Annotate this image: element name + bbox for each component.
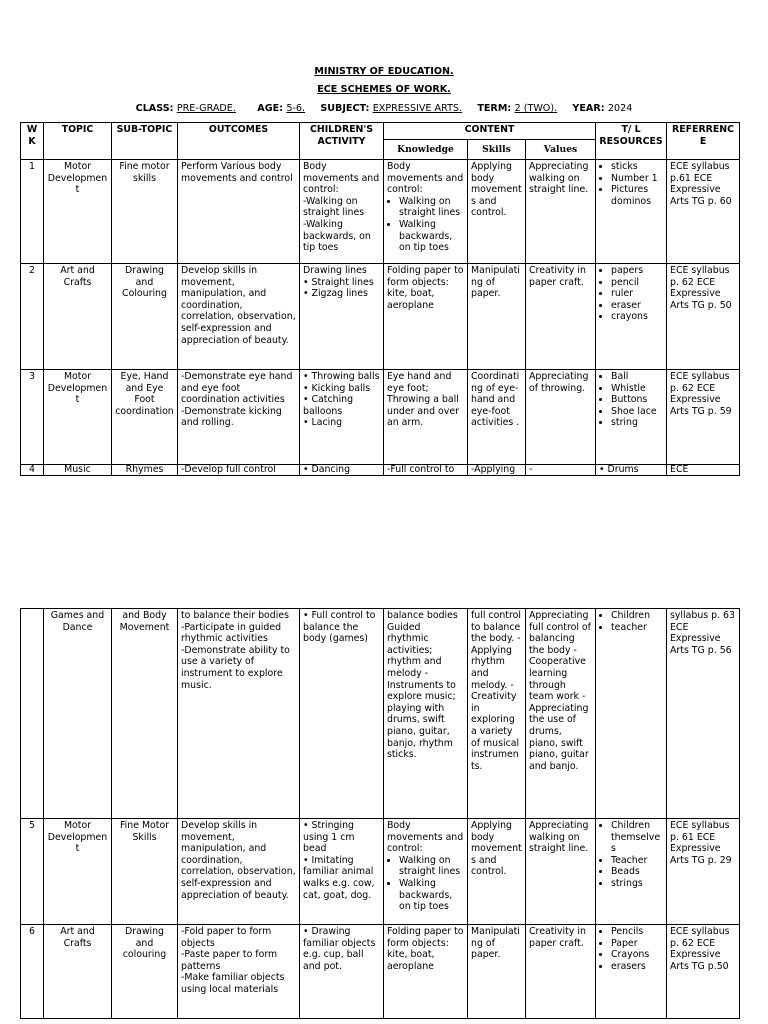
- cell-reference: ECE: [667, 465, 740, 476]
- cell-wk: 5: [21, 819, 44, 925]
- outcome-line: -Demonstrate ability to use a variety of instrument to explore music.: [181, 644, 290, 691]
- list-item: • crayons: [611, 311, 663, 323]
- list-item-text: Zigzag lines: [311, 288, 368, 300]
- outcome-line: -Participate in guided rhythmic activities: [181, 621, 282, 645]
- cell-activity: • Dancing: [300, 465, 384, 476]
- cell-wk: 1: [21, 160, 44, 264]
- cell-skills: full control to balance the body. -Applying rhythm and melody. -Creativity in exploring a variety of musical instruments.: [468, 609, 526, 819]
- cell-reference: ECE syllabus p. 61 ECE Expressive Arts TG p. 29: [667, 819, 740, 925]
- list-item-text: Straight lines: [311, 276, 374, 288]
- col-header-wk: W K: [21, 123, 44, 160]
- age-label: AGE: [257, 103, 280, 114]
- resources-list: [599, 371, 663, 429]
- list-item-text: Drawing familiar objects e.g. cup, ball and pot.: [303, 926, 376, 972]
- resources-list: [599, 161, 663, 207]
- cell-wk: 6: [21, 925, 44, 1019]
- subject-label: SUBJECT: [320, 103, 366, 114]
- cell-topic: Motor Development: [44, 819, 112, 925]
- activity-intro: Drawing lines: [303, 265, 367, 276]
- col-header-reference: REFERRENCE: [667, 123, 740, 160]
- list-item: • teacher: [611, 622, 663, 634]
- table-row: [21, 925, 740, 1019]
- list-item: • pencil: [611, 277, 663, 289]
- cell-values: -: [526, 465, 596, 476]
- list-item-text: Drums: [607, 464, 639, 475]
- resources-list: [599, 265, 663, 323]
- term-value: 2 (TWO).: [514, 103, 558, 114]
- list-item: • papers: [611, 265, 663, 277]
- cell-resources: [596, 925, 667, 1019]
- col-header-resources: T/ L RESOURCES: [596, 123, 667, 160]
- ministry-heading: MINISTRY OF EDUCATION.: [314, 66, 454, 77]
- activity-line: Body movements and control:: [303, 161, 380, 196]
- list-item: • erasers: [611, 961, 663, 973]
- list-item: • sticks: [611, 161, 663, 173]
- outcome-line: -Paste paper to form patterns: [181, 949, 278, 972]
- cell-outcomes: [178, 264, 300, 370]
- cell-knowledge: -Full control to: [384, 465, 468, 476]
- activity-line: -Walking backwards, on tip toes: [303, 218, 371, 254]
- list-item: • ruler: [611, 288, 663, 300]
- list-item: • Beads: [611, 866, 663, 878]
- cell-activity: [300, 819, 384, 925]
- outcome-line: -Demonstrate kicking and rolling.: [181, 405, 282, 429]
- year-value: 2024: [607, 103, 633, 114]
- list-item-text: Catching balloons: [303, 394, 354, 417]
- list-item-text: Full control to balance the body (games): [303, 610, 376, 645]
- cell-subtopic: Drawing and Colouring: [112, 264, 178, 370]
- year-label: YEAR: [572, 103, 601, 114]
- list-item: • Imitating familiar animal walks e.g. cow, cat, goat, dog.: [303, 854, 375, 901]
- table-row: [21, 609, 740, 819]
- cell-values: Appreciating of throwing.: [526, 370, 596, 465]
- cell-reference: ECE syllabus p. 62 ECE Expressive Arts TG p. 59: [667, 370, 740, 465]
- list-item: • Pictures dominos: [611, 184, 663, 207]
- knowledge-list: [387, 196, 464, 254]
- document-title: ECE SCHEMES OF WORK.: [317, 84, 451, 95]
- cell-values: Appreciating full control of balancing the body -Cooperative learning through team work -Appreciating the use of drums, piano, swift piano, guitar and banjo.: [526, 609, 596, 819]
- list-item: • Throwing balls: [303, 371, 380, 382]
- class-info-line: CLASS: PRE-GRADE. AGE: 5-6. SUBJECT: EXPRESSIVE ARTS. TERM: 2 (TWO). YEAR: 2024: [135, 103, 633, 114]
- outcome-line: to balance their bodies: [181, 610, 290, 621]
- cell-resources: [596, 160, 667, 264]
- list-item: • Ball: [611, 371, 663, 383]
- list-item-text: Lacing: [311, 417, 343, 429]
- outcome-line: Develop skills in movement, manipulation, and coordination, correlation, observation, self-expression and appreciation of beauty.: [181, 265, 296, 346]
- col-header-outcomes: OUTCOMES: [178, 123, 300, 160]
- cell-topic: Music: [44, 465, 112, 476]
- cell-topic: Motor Development: [44, 160, 112, 264]
- list-item: • Buttons: [611, 394, 663, 406]
- list-item: • Children: [611, 610, 663, 622]
- list-item: • Walking backwards, on tip toes: [399, 878, 464, 913]
- list-item: • Catching balloons: [303, 394, 354, 417]
- list-item: • eraser: [611, 300, 663, 312]
- list-item-text: Kicking balls: [311, 382, 371, 394]
- cell-resources: [596, 370, 667, 465]
- list-item: • Stringing using 1 cm bead: [303, 820, 355, 855]
- cell-activity: [300, 160, 384, 264]
- cell-skills: -Applying: [468, 465, 526, 476]
- cell-activity: • Full control to balance the body (games): [300, 609, 384, 819]
- cell-values: Appreciating walking on straight line.: [526, 819, 596, 925]
- list-item-text: Throwing balls: [311, 371, 380, 382]
- list-item-text: Dancing: [311, 464, 351, 475]
- list-item: • Lacing: [303, 417, 343, 429]
- cell-subtopic: Rhymes: [112, 465, 178, 476]
- cell-subtopic: Fine Motor Skills: [112, 819, 178, 925]
- cell-wk: [21, 609, 44, 819]
- knowledge-intro: Body movements and control:: [387, 161, 464, 196]
- cell-topic: Motor Development: [44, 370, 112, 465]
- col-header-topic: TOPIC: [44, 123, 112, 160]
- list-item-text: Imitating familiar animal walks e.g. cow, cat, goat, dog.: [303, 854, 375, 901]
- list-item: • Straight lines: [303, 276, 374, 288]
- col-header-activity: CHILDREN'S ACTIVITY: [300, 123, 384, 160]
- list-item: • Whistle: [611, 383, 663, 395]
- outcome-line: -Make familiar objects using local materials: [181, 972, 285, 995]
- cell-skills: Coordinating of eye-hand and eye-foot activities .: [468, 370, 526, 465]
- cell-activity: • Drawing familiar objects e.g. cup, ball and pot.: [300, 925, 384, 1019]
- scheme-table-page2: [20, 608, 740, 1019]
- cell-reference: ECE syllabus p. 62 ECE Expressive Arts TG p. 50: [667, 264, 740, 370]
- cell-activity: [300, 264, 384, 370]
- cell-resources: [596, 819, 667, 925]
- list-item: • Walking backwards, on tip toes: [399, 219, 464, 254]
- list-item: • Zigzag lines: [303, 288, 368, 300]
- cell-knowledge: [384, 160, 468, 264]
- cell-values: Appreciating walking on straight line.: [526, 160, 596, 264]
- knowledge-list: [387, 855, 464, 913]
- outcome-line: Develop skills in movement, manipulation, and coordination, correlation, observation, self-expression and appreciation of beauty.: [181, 820, 296, 901]
- list-item: • Paper: [611, 938, 663, 950]
- cell-resources: • Drums: [596, 465, 667, 476]
- list-item: • string: [611, 417, 663, 429]
- cell-resources: [596, 609, 667, 819]
- cell-outcomes: [178, 819, 300, 925]
- cell-outcomes: [178, 160, 300, 264]
- age-value: 5-6.: [286, 103, 306, 114]
- col-header-knowledge: Knowledge: [384, 140, 468, 160]
- cell-skills: Manipulating of paper.: [468, 264, 526, 370]
- cell-outcomes: [178, 370, 300, 465]
- subject-value: EXPRESSIVE ARTS.: [372, 103, 463, 114]
- cell-reference: ECE syllabus p. 62 ECE Expressive Arts TG p.50: [667, 925, 740, 1019]
- table-row: [21, 465, 740, 476]
- outcome-line: -Fold paper to form objects: [181, 926, 272, 949]
- term-label: TERM: [477, 103, 508, 114]
- cell-knowledge: Folding paper to form objects: kite, boat, aeroplane: [384, 925, 468, 1019]
- knowledge-intro: Body movements and control:: [387, 820, 464, 855]
- class-value: PRE-GRADE.: [176, 103, 236, 114]
- list-item-text: Stringing using 1 cm bead: [303, 820, 355, 855]
- list-item: • Number 1: [611, 173, 663, 185]
- list-item: • Pencils: [611, 926, 663, 938]
- table-row: [21, 160, 740, 264]
- table-row: [21, 264, 740, 370]
- cell-knowledge: Folding paper to form objects: kite, boat, aeroplane: [384, 264, 468, 370]
- cell-values: Creativity in paper craft.: [526, 925, 596, 1019]
- cell-reference: ECE syllabus p.61 ECE Expressive Arts TG p. 60: [667, 160, 740, 264]
- scheme-table-page1: [20, 122, 740, 476]
- cell-resources: [596, 264, 667, 370]
- cell-topic: Art and Crafts: [44, 925, 112, 1019]
- cell-topic: Games and Dance: [44, 609, 112, 819]
- cell-knowledge: balance bodies Guided rhythmic activities; rhythm and melody -Instruments to explore music; playing with drums, swift piano, guitar, banjo, rhythm sticks.: [384, 609, 468, 819]
- list-item: • Crayons: [611, 949, 663, 961]
- cell-wk: 2: [21, 264, 44, 370]
- activity-line: -Walking on straight lines: [303, 195, 365, 219]
- table-row: [21, 370, 740, 465]
- cell-values: Creativity in paper craft.: [526, 264, 596, 370]
- col-header-skills: Skills: [468, 140, 526, 160]
- cell-reference: syllabus p. 63 ECE Expressive Arts TG p. 56: [667, 609, 740, 819]
- col-header-content: CONTENT: [384, 123, 596, 140]
- cell-subtopic: Eye, Hand and Eye Foot coordination: [112, 370, 178, 465]
- list-item: • strings: [611, 878, 663, 890]
- cell-outcomes: -Develop full control: [178, 465, 300, 476]
- cell-subtopic: Fine motor skills: [112, 160, 178, 264]
- outcome-line: Perform Various body movements and control: [181, 161, 293, 184]
- outcome-line: -Demonstrate eye hand and eye foot coordination activities: [181, 371, 293, 406]
- cell-knowledge: Eye hand and eye foot; Throwing a ball under and over an arm.: [384, 370, 468, 465]
- cell-wk: 4: [21, 465, 44, 476]
- cell-topic: Art and Crafts: [44, 264, 112, 370]
- list-item: • Kicking balls: [303, 382, 371, 394]
- activity-list: [303, 277, 380, 300]
- col-header-values: Values: [526, 140, 596, 160]
- resources-list: [599, 926, 663, 972]
- cell-skills: Applying body movements and control.: [468, 819, 526, 925]
- col-header-subtopic: SUB-TOPIC: [112, 123, 178, 160]
- table-row: [21, 819, 740, 925]
- cell-subtopic: and Body Movement: [112, 609, 178, 819]
- cell-skills: Applying body movements and control.: [468, 160, 526, 264]
- cell-skills: Manipulating of paper.: [468, 925, 526, 1019]
- resources-list: [599, 610, 663, 633]
- cell-knowledge: [384, 819, 468, 925]
- list-item: • Walking on straight lines: [399, 855, 464, 878]
- class-label: CLASS: [135, 103, 170, 114]
- cell-wk: 3: [21, 370, 44, 465]
- list-item: • Shoe lace: [611, 406, 663, 418]
- cell-outcomes: [178, 925, 300, 1019]
- cell-outcomes: [178, 609, 300, 819]
- resources-list: [599, 820, 663, 890]
- list-item: • Walking on straight lines: [399, 196, 464, 219]
- list-item: • Children themselves: [611, 820, 663, 855]
- list-item: • Teacher: [611, 855, 663, 867]
- activity-list: [303, 371, 380, 429]
- activity-list: [303, 820, 380, 901]
- cell-subtopic: Drawing and colouring: [112, 925, 178, 1019]
- cell-activity: [300, 370, 384, 465]
